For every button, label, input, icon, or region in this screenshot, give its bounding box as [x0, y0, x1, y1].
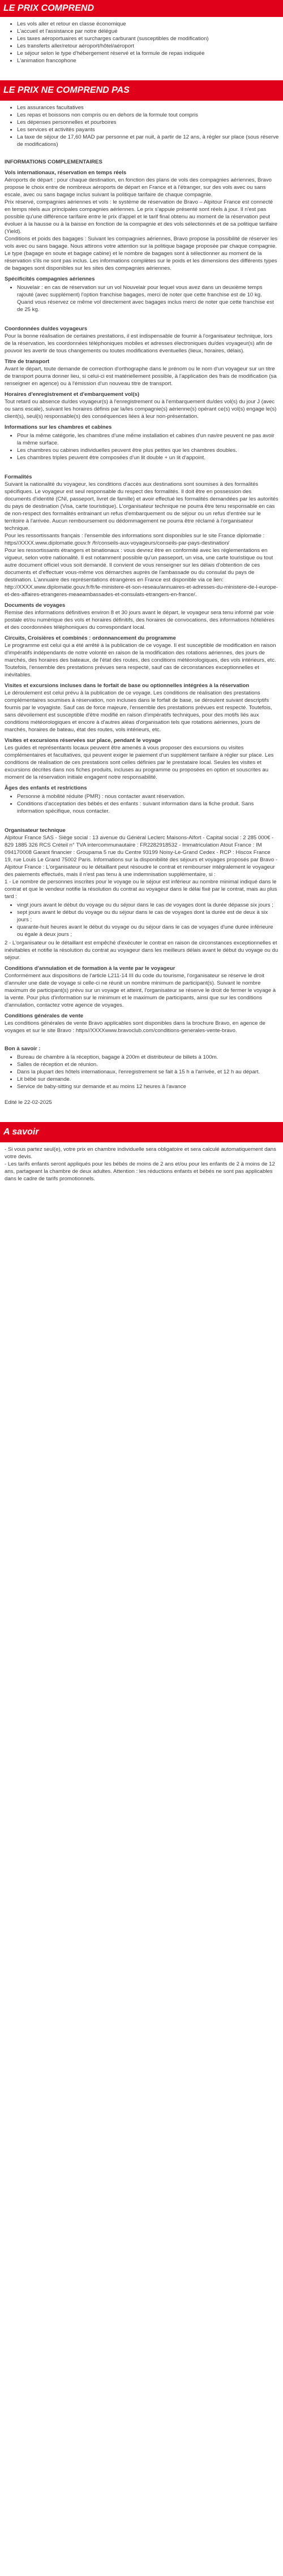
section-heading: Titre de transport: [5, 359, 50, 365]
list-item: • Personne à mobilité réduite (PMR) : nous contacter avant réservation.: [17, 793, 278, 800]
paragraph: Conditions et poids des bagages : Suivant les compagnies aériennes, Bravo propose la possibilité de réserver les vols avec ou sans bagage. Nous attirons votre attention sur la politique bagage proposée par chaque compagnie. Le type (bagage en soute et bagage cabine) et le nombre de bagages sont à sélectionner au moment de la réservation s'ils ne sont pas inclus. Les informations complètes sur le poids et les dimensions des différents types de bagages sont disponibles sur les sites des compagnies aériennes.: [5, 236, 278, 271]
bullet-list: [17, 284, 278, 313]
prix-comprend-list: [0, 17, 283, 68]
list-item: • Bureau de chambre à la réception, bagage à 200m et distributeur de billets à 100m.: [17, 1054, 278, 1061]
paragraph: Pour les ressortissants étrangers et binationaux : vous devrez être en conformité avec les réglementations en vigueur, selon votre nationalité. Il est notamment possible qu'un passeport, un visa, une carte touristique ou tout autre document officiel vous soit demandé. Il convient de vous renseigner sur les délais d'obtention de ces documents et d'effectuer vous-même vos démarches auprès de l'ambassade ou du consulat du pays de destination. L'annuaire des représentations étrangères en France est disponible via ce lien: http://XXXX.www.diplomatie.gouv.fr/fr/le-ministere-et-son-reseau/annuaires-et-adresses-du-ministere-de-l-europe-et-des-affaires-etrangeres-meaeambassades-et-consulats-etrangers-en-france/.: [5, 547, 278, 598]
list-item: • sept jours avant le début du voyage ou du séjour dans le cas de voyages dont la durée est de deux à six jours ;: [17, 909, 278, 924]
list-item: • Les repas et boissons non compris ou en dehors de la formule tout compris: [17, 111, 280, 119]
list-item: • La taxe de séjour de 17,60 MAD par personne et par nuit, à partir de 12 ans, à régler sur place (sous réserve de modifications): [17, 133, 280, 148]
section-heading: Spécificités compagnies aériennes: [5, 276, 95, 282]
section-heading: Organisateur technique: [5, 827, 66, 834]
paragraph: - Les tarifs enfants seront appliqués pour les bébés de moins de 2 ans et/ou pour les enfants de 2 à moins de 12 ans, partageant la chambre de deux adultes. Attention : les réductions enfants et bébés ne sont pas applicables dans le cadre de tarifs promotionnels.: [5, 1161, 275, 1182]
list-item: • Service de baby-sitting sur demande et au moins 12 heures à l'avance: [17, 1083, 278, 1090]
paragraph: Aéroports de départ : pour chaque destination, en fonction des plans de vols des compagnies aériennes, Bravo propose le choix entre de nombreux aéroports de départ en France et à l'étranger, sur des vols avec ou sans escale, avec ou sans bagage inclus suivant la politique tarifaire de chaque compagnie.: [5, 177, 272, 198]
section-heading: Formalités: [5, 474, 32, 480]
section-heading: Conditions d'annulation et de formation à la vente par le voyageur: [5, 965, 175, 972]
list-item: • Dans la plupart des hôtels internationaux, l'enregistrement se fait à 15 h a l'arrivée, et 12 h au départ.: [17, 1068, 278, 1076]
a-savoir-banner: [0, 1122, 283, 1142]
paragraph: Edité le 22-02-2025: [5, 1099, 52, 1106]
list-item: • L'animation francophone: [17, 57, 280, 64]
section-heading: Visites et excursions réservées sur place, pendant le voyage: [5, 737, 161, 744]
list-item: • L'accueil et l'assistance par notre délégué: [17, 28, 280, 35]
paragraph: Remise des informations définitives environ 8 et 30 jours avant le départ, le voyageur sera tenu informé par voie postale et/ou numérique des vols et horaires définitifs, des horaires de convocations, des informations hôtelières et des coordonnées téléphoniques du correspondant local.: [5, 610, 275, 631]
section-heading: Âges des enfants et restrictions: [5, 785, 87, 791]
list-item: • quarante-huit heures avant le début du voyage ou du séjour dans le cas de voyages d'une durée inférieure ou égale à deux jours ;: [17, 924, 278, 938]
list-item: • Lit bébé sur demande.: [17, 1076, 278, 1083]
bullet-list: [17, 432, 278, 461]
section-heading: INFORMATIONS COMPLEMENTAIRES: [5, 159, 102, 165]
prix-ne-comprend-list: [0, 101, 283, 152]
list-item: • Le séjour selon le type d'hébergement réservé et la formule de repas indiquée: [17, 50, 280, 57]
informations-complementaires: [0, 152, 283, 1110]
prix-ne-comprend-title: LE PRIX NE COMPREND PAS: [3, 85, 130, 95]
list-item: • Conditions d'acceptation des bébés et des enfants : suivant information dans la fiche produit. Sans information spécifique, nous contacter.: [17, 800, 278, 815]
paragraph: Alpitour France SAS - Siège social : 13 avenue du Général Leclerc Maisons-Alfort - Capital social : 2 285 000€ - 829 1885 326 RCS Créteil n° TVA intercommunautaire : FR2282918532 - Immatriculation Atout France : IM 094170008 Garant financier : Groupama 5 rue du Centre 93199 Noisy-Le-Grand Cedex - RCP : Hiscox France 19, rue Louis Le Grand 75002 Paris. Informations sur la disponibilité des séjours et voyages proposés par Bravo - Alpitour France : L'organisateur ou le détaillant peut résoudre le contrat et rembourser intégralement le voyageur des paiements effectués, mais il n'est pas tenu à une indemnisation supplémentaire, si :: [5, 835, 278, 878]
paragraph: Le programme est celui qui a été arrêté à la publication de ce voyage. Il est susceptible de modification en raison d'impératifs indépendants de notre volonté en raison de la modification des rotations aériennes, des jours de marchés, des horaires des bateaux, de l'état des routes, des conditions météorologiques, des vols intérieurs, etc. Toutefois, l'ensemble des prestations prévues sera respecté, sauf cas de circonstances exceptionnelles et inévitables.: [5, 642, 276, 678]
list-item: • Nouvelair : en cas de réservation sur un vol Nouvelair pour lequel vous avez dans un deuxième temps rajouté (avec supplément) l'option franchise bagages, merci de noter que cette franchise est de 10 kg. Quand vous réservez ce même vol directement avec bagages inclus merci de noter que cette franchise est de 25 kg.: [17, 284, 278, 313]
bullet-list: [17, 793, 278, 815]
section-heading: Coordonnées du/des voyageurs: [5, 326, 88, 332]
section-heading: Circuits, Croisières et combinés : ordonnancement du programme: [5, 635, 176, 641]
prix-comprend-title: LE PRIX COMPREND: [3, 3, 95, 13]
paragraph: Prix réservé, compagnies aériennes et vols : le système de réservation de Bravo – Alpitour France est connecté en temps réels aux principales compagnies aériennes. Le prix s'appuie présenté sont réels à jour. Il n'est pas possible qu'une différence tarifaire entre le prix d'appel et le tarif final obtenu au moment de la réservation peut évoluer à la hausse ou à la baisse en fonction de la compagnie et des vols sélectionnés et de sa politique tarifaire (Yield).: [5, 199, 278, 235]
list-item: • Pour la même catégorie, les chambres d'une même installation et cabines d'un navire peuvent ne pas avoir la même surface.: [17, 432, 278, 447]
paragraph: Conformément aux dispositions de l'article L211-14 III du code du tourisme, l'organisateur se réserve le droit d'annuler une date de voyage si celle-ci ne réunit un nombre minimum de participant(s). Suivant le nombre maximum de participant(s) prévu sur un voyage et atteint, l'organisateur se réserve le droit de fermer le voyage à la vente. Pour plus d'information sur le minimum et le maximum de participants, ainsi que sur les conditions d'annulation, contactez votre agence de voyages.: [5, 973, 276, 1008]
list-item: • Les transferts aller/retour aéroport/hôtel/aéroport: [17, 42, 280, 50]
paragraph: Tout retard ou absence du/des voyageur(s) à l'enregistrement ou à l'embarquement du/des vol(s) du jour J (avec ou sans escale), suivant les horaires définis par la/les compagnie(s) aérienne(s) opérant ce(s) vol(s) engage le(s) client(s), seul(s) responsable(s) des conséquences liées à leur non-présentation.: [5, 399, 277, 420]
bullet-list: [17, 901, 278, 938]
section-heading: Visites et excursions incluses dans le forfait de base ou optionnelles intégrées à la réservation: [5, 683, 250, 689]
section-heading: Horaires d'enregistrement et d'embarquement vol(s): [5, 391, 140, 398]
list-item: • Les chambres triples peuvent être composées d'un lit double + un lit d'appoint.: [17, 454, 278, 461]
list-item: • Les assurances facultatives: [17, 104, 280, 111]
list-item: • Les vols aller et retour en classe économique: [17, 20, 280, 28]
paragraph: Suivant la nationalité du voyageur, les conditions d'accès aux destinations sont soumises à des formalités spécifiques. Le voyageur est seul responsable du respect des formalités. Il doit être en possession des documents d'identité (CNI, passeport, livret de famille) et avoir effectué les formalités demandées par les autorités du pays de destination (Visa, carte touristique). L'organisateur technique ne pourra être tenu responsable en cas de non-respect des formalités entrainant un refus d'embarquement ou de séjour ou un refus d'entrée sur le territoire à l'arrivée. Aucun remboursement ou dédommagement ne pourra être réclamé à l'organisateur technique.: [5, 481, 278, 532]
bullet-list: [17, 1054, 278, 1090]
section-heading: Documents de voyages: [5, 602, 66, 609]
paragraph: Les conditions générales de vente Bravo applicables sont disponibles dans la brochure Bravo, en agence de voyages et sur le site Bravo : https//XXXXwww.bravoclub.com/conditions-generales-vente-bravo.: [5, 1020, 265, 1034]
list-item: • Les chambres ou cabines individuelles peuvent être plus petites que les chambres doubles.: [17, 447, 278, 454]
section-heading: Bon à savoir :: [5, 1046, 41, 1052]
list-item: • vingt jours avant le début du voyage ou du séjour dans le cas de voyages dont la durée dépasse six jours ;: [17, 901, 278, 909]
paragraph: 1 - Le nombre de personnes inscrites pour le voyage ou le séjour est inférieur au nombre minimal indiqué dans le contrat et que le vendeur notifie la résolution du contrat au voyageur dans le délai fixé par le contrat, mais au plus tard :: [5, 879, 277, 900]
a-savoir-content: [0, 1142, 283, 1186]
prix-ne-comprend-banner: [0, 80, 283, 101]
paragraph: Le déroulement est celui prévu à la publication de ce voyage. Les conditions de réalisation des prestations complémentaires soumises à réservation, non incluses dans le forfait de base, se déroulent suivant descriptifs fournis par le voyagiste. Sauf cas de force majeure, l'ensemble des prestations prévues est respecté. Toutefois, sans dévoilement est susceptible d'être modifié en raison d'impératifs techniques, pour des motifs liés aux conditions météorologiques et encore à d'autres aléas d'organisation tels que rotations aériennes, jours de marchés, horaires de bateau, état des routes, vols intérieurs, etc.: [5, 690, 272, 733]
list-item: • Salles de réception et de réunion.: [17, 1061, 278, 1068]
list-item: • Les taxes aéroportuaires et surcharges carburant (susceptibles de modification): [17, 35, 280, 42]
paragraph: Avant le départ, toute demande de correction d'orthographe dans le prénom ou le nom d'un voyageur sur un titre de transport pourra donner lieu, si celui-ci est matériellement possible, à l'application des frais de modification (sa renseigner en agence) ou à l'émission d'un nouveau titre de transport.: [5, 366, 277, 387]
paragraph: Les guides et représentants locaux peuvent être amenés à vous proposer des excursions ou visites complémentaires et facultatives, qui peuvent exiger le paiement d'un supplément tarifaire à régler sur place. Les conditions de réalisation de ces prestations sont celles définies par le prestataire local. Seules les visites et excursions décrites dans nos fiches produits, incluses au programme ou proposées en option et souscrites au moment de la réservation initiale engagent notre responsabilité.: [5, 745, 274, 780]
prix-comprend-banner: [0, 0, 283, 17]
list-item: • Les services et activités payants: [17, 126, 280, 133]
section-heading: Conditions générales de vente: [5, 1013, 84, 1019]
paragraph: 2 - L'organisateur ou le détaillant est empêché d'exécuter le contrat en raison de circonstances exceptionnelles et inévitables et notifie la résolution du contrat au voyageur dans les meilleurs délais avant le début du voyage ou du séjour.: [5, 940, 278, 961]
section-heading: Informations sur les chambres et cabines: [5, 424, 112, 430]
list-item: • Les dépenses personnelles et pourboires: [17, 119, 280, 126]
paragraph: Pour les ressortissants français : l'ensemble des informations sont disponibles sur le site France diplomatie : https//XXXX.www.diplomatie.gouv.fr /fr/conseils-aux-voyageurs/conseils-par-pays-destination/: [5, 533, 265, 546]
a-savoir-title: A savoir: [3, 1127, 39, 1137]
paragraph: Pour la bonne réalisation de certaines prestations, il est indispensable de fournir à l'organisateur technique, lors de la réservation, les coordonnées téléphoniques mobiles et adresses électroniques du/des voyageur(s) afin de pouvoir les avertir de tous changements ou toutes modifications éventuelles (lieux, horaires, délais).: [5, 333, 273, 354]
section-heading: Vols internationaux, réservation en temps réels: [5, 170, 127, 176]
paragraph: - Si vous partez seul(e), votre prix en chambre individuelle sera obligatoire et sera calculé automatiquement dans votre devis.: [5, 1146, 276, 1160]
